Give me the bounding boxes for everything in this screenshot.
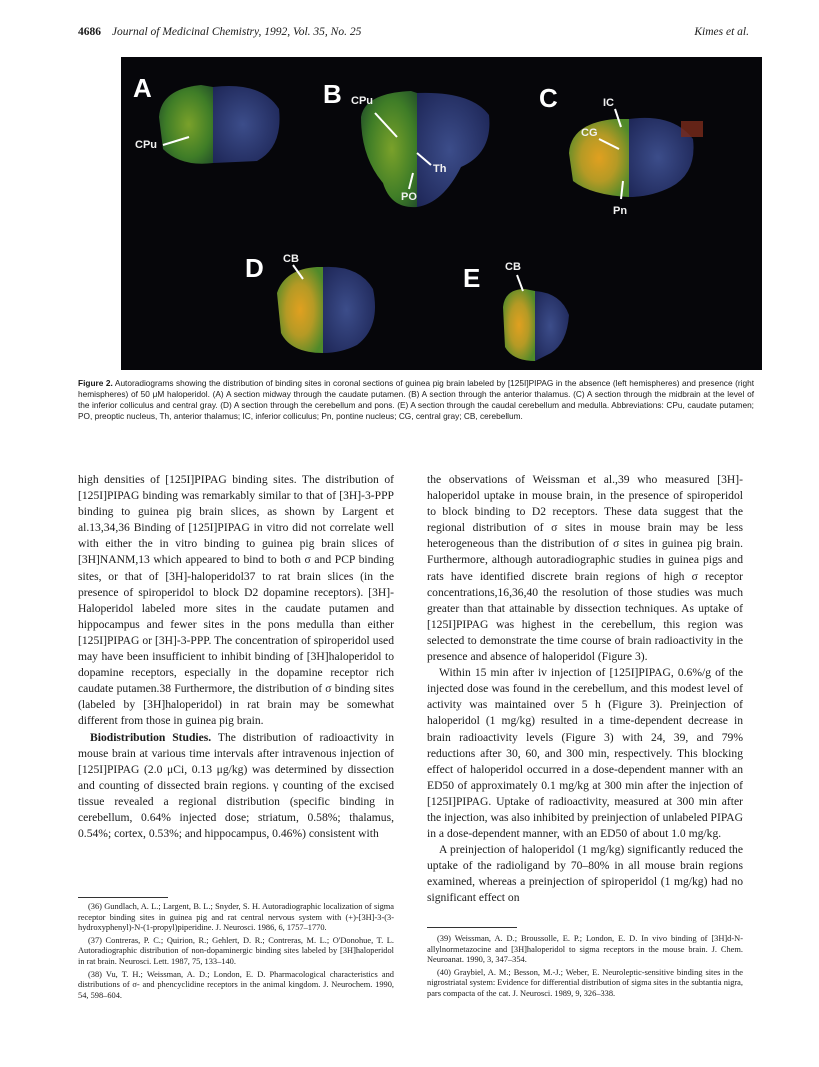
- caption-text: Autoradiograms showing the distribution of binding sites in coronal sections of guinea pig brain labeled by [125I]PIPAG in the absence (left hemispheres) and presence (right hemispheres) of 50 μM haloperidol. (A) A section midway through the caudate putamen. (B) A section through the anterior thalamus. (C) A section through the midbrain at the level of the inferior colliculus and central gray. (D) A section through the cerebellum and pons. (E) A section through the caudal cerebellum and medulla. Abbreviations: CPu, caudate putamen; PO, preoptic nucleus, Th, anterior thalamus; IC, inferior colliculus; Pn, pontine nucleus; CG, central gray; CB, cerebellum.: [78, 378, 755, 421]
- panel-c-letter: C: [539, 83, 558, 113]
- reference-39: (39) Weissman, A. D.; Broussolle, E. P.; London, E. D. In vivo binding of [3H]d-N-allylnormetazocine and [3H]haloperidol to sigma receptors in the mouse brain. J. Chem. Neuroanat. 1990, 3, 347–354.: [427, 934, 743, 965]
- left-paragraph-2-text: The distribution of radioactivity in mouse brain at various time intervals after intravenous injection of [125I]PIPAG (2.0 μCi, 0.13 μg/kg) was determined by dissection and counting of dissected brain regions. γ counting of the excised tissue revealed a regional distribution (specific binding in cerebellum, 0.64% injected dose; striatum, 0.58%; thalamus, 0.54%; cortex, 0.53%; and hippocampus, 0.46%) consistent with: [78, 730, 394, 841]
- header-left: [78, 26, 361, 42]
- right-paragraph-1: the observations of Weissman et al.,39 who measured [3H]-haloperidol uptake in mouse brain, in the presence of spiroperidol to block binding to D2 receptors. These data suggest that the regional distribution of σ sites in mouse brain may be less heterogeneous than the distribution of σ sites in guinea pig brain. Furthermore, although autoradiographic studies in guinea pigs and rats have identified discrete brain regions of high σ receptor concentrations,16,36,40 the resolution of those studies was much greater than that attainable by dissection techniques. As uptake of [125I]PIPAG was highest in the cerebellum, this region was selected to demonstrate the time course of brain radioactivity in the presence and absence of haloperidol (Figure 3).: [427, 473, 743, 664]
- journal-citation: Journal of Medicinal Chemistry, 1992, Vol. 35, No. 25: [111, 26, 362, 38]
- page-number: 4686: [78, 26, 101, 38]
- footnote-rule-right: [427, 927, 517, 928]
- references-right: [427, 934, 743, 1002]
- running-header: [78, 26, 749, 42]
- section-heading-biodistribution: Biodistribution Studies.: [90, 730, 212, 744]
- figure-caption: [78, 378, 754, 422]
- panel-c-label-ic: IC: [603, 97, 614, 109]
- panel-a-section: [159, 85, 280, 164]
- left-column: [78, 472, 394, 842]
- panel-e-letter: E: [463, 263, 481, 293]
- panel-a-label-cpu: CPu: [135, 139, 157, 151]
- autoradiogram-image: [121, 57, 762, 370]
- caption-label: Figure 2.: [78, 378, 113, 388]
- reference-37: (37) Contreras, P. C.; Quirion, R.; Gehlert, D. R.; Contreras, M. L.; O'Donohue, T. L. Autoradiographic distribution of non-dopaminergic binding sites labeled by [3H]haloperidol in rat brain. Neurosci. Lett. 1987, 75, 133–140.: [78, 935, 394, 966]
- panel-d-letter: D: [245, 253, 264, 283]
- reference-38: (38) Vu, T. H.; Weissman, A. D.; London, E. D. Pharmacological characteristics and distributions of σ- and phencyclidine receptors in the animal kingdom. J. Neurochem. 1990, 54, 598–604.: [78, 969, 394, 1000]
- right-column: [427, 472, 743, 907]
- panel-d-section: [277, 267, 375, 353]
- panel-b-label-po: PO: [401, 191, 417, 203]
- left-paragraph-1: high densities of [125I]PIPAG binding sites. The distribution of [125I]PIPAG binding was remarkably similar to that of [3H]-3-PPP binding to guinea pig brain slices, as shown by Largent et al.13,34,36 Binding of [125I]PIPAG in vitro did not correlate well with either the in vitro binding to guinea pig brain slices of [3H]NANM,13 which appeared to bind to both σ and PCP binding sites, or that of [3H]-haloperidol37 to rat brain slices (in the presence of spiroperidol to block D2 dopamine receptors). [3H]-Haloperidol labeled more sites in the caudate putamen and hippocampus and fewer sites in the pons medulla than either [125I]PIPAG or [3H]-3-PPP. The concentration of spiroperidol used may have been insufficient to inhibit binding of [3H]haloperidol to dopamine receptors, especially in the dopamine receptor rich caudate putamen.38 Furthermore, the distribution of σ binding sites (labeled by [3H]haloperidol) in rat brain may be somewhat different from those in guinea pig brain.: [78, 473, 394, 728]
- panel-e-section: [503, 289, 569, 361]
- right-paragraph-2: Within 15 min after iv injection of [125I]PIPAG, 0.6%/g of the injected dose was found in the cerebellum, and this modest level of activity was maintained over 5 h (Figure 3). Preinjection of haloperidol (1 mg/kg) resulted in a time-dependent decrease in brain radioactivity levels (Figure 3) with 24, 39, and 79% reductions after 30, 60, and 300 min, respectively. This blocking effect of haloperidol occurred in a dose-dependent manner with an ED50 of approximately 0.1 mg/kg at 300 min after the injection of [125I]PIPAG. Uptake of radioactivity, measured at 300 min after the injection, was also inhibited by preinjection of unlabeled PIPAG in a dose-dependent manner, with an ED50 of about 1.0 mg/kg.: [427, 666, 743, 841]
- right-paragraph-3: A preinjection of haloperidol (1 mg/kg) significantly reduced the uptake of the radioligand by 70–80% in all mouse brain regions examined, whereas a preinjection of spiroperidol (1 mg/kg) had no significant effect on: [427, 843, 743, 905]
- footnote-rule-left: [78, 897, 168, 898]
- panel-b-letter: B: [323, 79, 342, 109]
- panel-a-letter: A: [133, 73, 152, 103]
- panel-c-label-cg: CG: [581, 127, 598, 139]
- panel-b-label-cpu: CPu: [351, 95, 373, 107]
- references-left: [78, 902, 394, 1003]
- reference-40: (40) Graybiel, A. M.; Besson, M.-J.; Weber, E. Neuroleptic-sensitive binding sites in the nigrostriatal system: Evidence for differential distribution of sigma sites in the subtantia nigra, pars compacta of the cat. J. Neurosci. 1989, 9, 326–338.: [427, 967, 743, 998]
- header-authors: Kimes et al.: [694, 26, 749, 38]
- figure-2-autoradiograms: [121, 57, 762, 370]
- left-paragraph-2: [78, 730, 394, 843]
- panel-d-label-cb: CB: [283, 253, 299, 265]
- panel-e-label-cb: CB: [505, 261, 521, 273]
- reference-36: (36) Gundlach, A. L.; Largent, B. L.; Snyder, S. H. Autoradiographic localization of sigma receptor binding sites in guinea pig and rat central nervous system with (+)-[3H]-3-(3-hydroxyphenyl)-N-(1-propyl)piperidine. J. Neurosci. 1986, 6, 1757–1770.: [78, 902, 394, 933]
- panel-c-label-pn: Pn: [613, 205, 628, 217]
- panel-b-section: [361, 91, 489, 207]
- panel-b-label-th: Th: [433, 163, 447, 175]
